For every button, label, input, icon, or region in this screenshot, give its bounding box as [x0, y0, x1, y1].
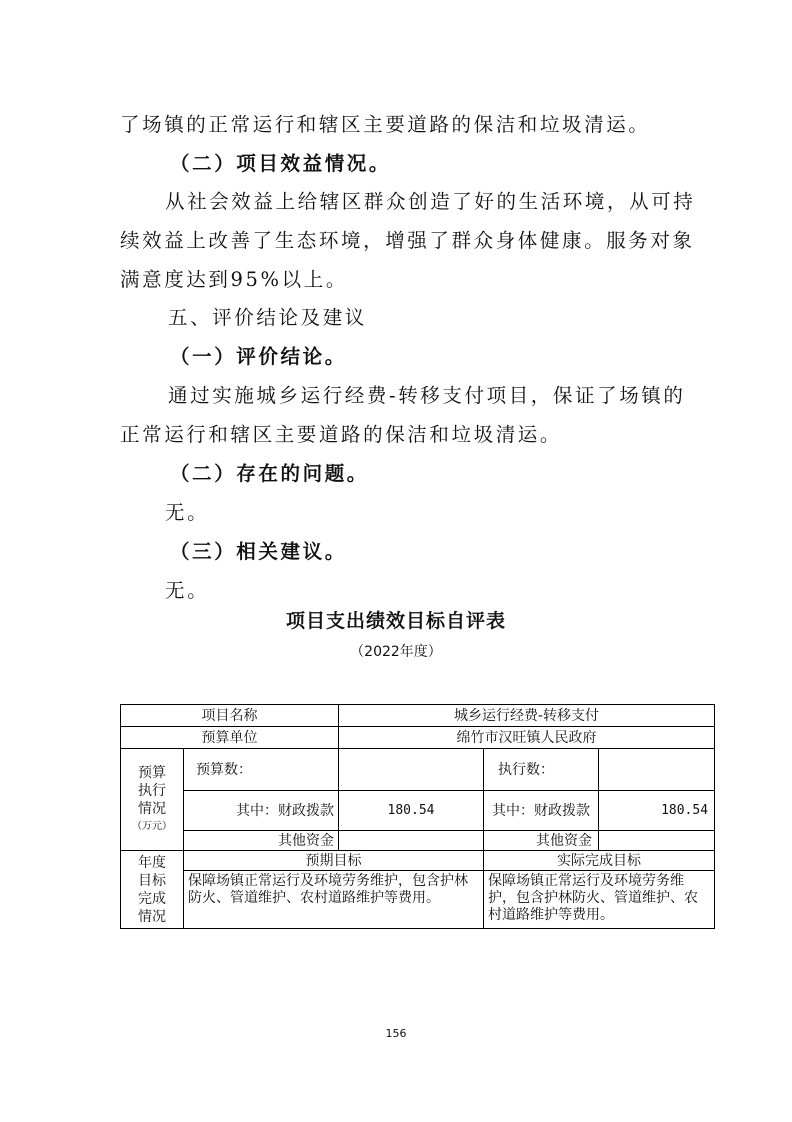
table-row: [121, 749, 715, 791]
heading-problems: （二）存在的问题。: [170, 462, 369, 485]
fiscal-allocation-executed: 180.54: [599, 791, 715, 831]
conclusion-text-line-2: 正常运行和辖区主要道路的保洁和垃圾清运。: [120, 423, 563, 446]
actual-goal-text: 保障场镇正常运行及环境劳务维护，包含护林防火、管道维护、农村道路维护等费用。: [484, 871, 715, 929]
other-funds-budget: [339, 831, 484, 851]
benefit-text-line-1: 从社会效益上给辖区群众创造了好的生活环境，从可持: [165, 190, 696, 213]
fiscal-allocation-label-2: 其中：财政拨款: [484, 791, 599, 831]
fiscal-allocation-label: 其中：财政拨款: [184, 791, 339, 831]
project-name-label: 项目名称: [121, 705, 339, 727]
table-row: [121, 831, 715, 851]
table-row: [121, 851, 715, 871]
table-row: [121, 727, 715, 749]
budget-unit-label: 预算单位: [121, 727, 339, 749]
annual-goal-label-line: 情况: [138, 908, 166, 925]
heading-project-benefit: （二）项目效益情况。: [170, 152, 392, 175]
performance-table: [120, 704, 715, 929]
benefit-text-line-2: 续效益上改善了生态环境，增强了群众身体健康。服务对象: [120, 229, 695, 252]
annual-goal-label-line: 完成: [138, 890, 166, 907]
actual-goal-header: 实际完成目标: [484, 851, 715, 871]
expected-goal-header: 预期目标: [184, 851, 484, 871]
table-row: [121, 871, 715, 929]
expected-goal-text: 保障场镇正常运行及环境劳务维护，包含护林防火、管道维护、农村道路维护等费用。: [184, 871, 484, 929]
section-heading-conclusion: 五、评价结论及建议: [168, 306, 367, 329]
fiscal-allocation-budget: 180.54: [339, 791, 484, 831]
other-funds-executed: [599, 831, 715, 851]
budget-unit-value: 绵竹市汉旺镇人民政府: [339, 727, 715, 749]
annual-goal-label: [121, 851, 184, 929]
page-number: 156: [385, 1027, 407, 1040]
benefit-text-line-3: 满意度达到95%以上。: [120, 268, 348, 291]
problems-text: 无。: [165, 501, 210, 524]
table-title: 项目支出绩效目标自评表: [285, 610, 506, 632]
budget-execution-label-line: 情况: [138, 800, 166, 817]
table-subtitle: （2022年度）: [350, 644, 442, 660]
other-funds-label-2: 其他资金: [484, 831, 599, 851]
other-funds-label: 其他资金: [184, 831, 339, 851]
table-row: [121, 705, 715, 727]
annual-goal-label-line: 年度: [138, 854, 166, 871]
budget-execution-unit: （万元）: [132, 820, 172, 832]
budget-amount-value: [339, 749, 484, 791]
continuation-text: 了场镇的正常运行和辖区主要道路的保洁和垃圾清运。: [120, 113, 651, 136]
annual-goal-label-line: 目标: [138, 872, 166, 889]
heading-suggestions: （三）相关建议。: [170, 540, 347, 563]
conclusion-text-line-1: 通过实施城乡运行经费-转移支付项目，保证了场镇的: [168, 384, 686, 407]
budget-execution-label-line: 预算: [138, 764, 166, 781]
project-name-value: 城乡运行经费-转移支付: [339, 705, 715, 727]
execution-amount-label: 执行数：: [484, 749, 599, 791]
budget-execution-label-line: 执行: [138, 782, 166, 799]
execution-amount-value: [599, 749, 715, 791]
heading-evaluation-conclusion: （一）评价结论。: [170, 345, 347, 368]
budget-execution-label: [121, 749, 184, 851]
budget-amount-label: 预算数：: [184, 749, 339, 791]
table-row: [121, 791, 715, 831]
suggestions-text: 无。: [165, 579, 210, 602]
